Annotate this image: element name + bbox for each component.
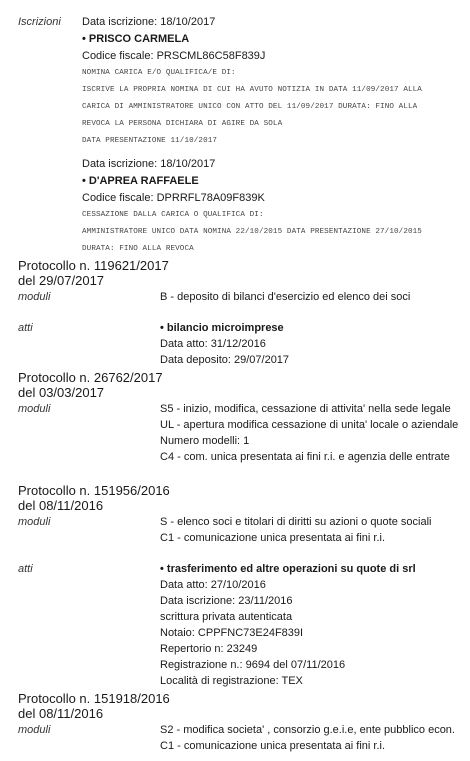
protocol-date: del 08/11/2016	[18, 706, 104, 721]
moduli-label: moduli	[18, 291, 51, 303]
modulo-line: S - elenco soci e titolari di diritti su azioni o quote sociali	[160, 516, 432, 528]
moduli-label: moduli	[18, 724, 51, 736]
atto-line: Località di registrazione: TEX	[160, 675, 303, 687]
modulo-line: UL - apertura modifica cessazione di unita' locale o aziendale	[160, 419, 459, 431]
modulo-line: C4 - com. unica presentata ai fini r.i. e agenzia delle entrate	[160, 451, 450, 463]
modulo-line: Numero modelli: 1	[160, 435, 250, 447]
protocol-date: del 08/11/2016	[18, 498, 104, 513]
atto-line: scrittura privata autenticata	[160, 611, 293, 623]
note-line: CARICA DI AMMINISTRATORE UNICO CON ATTO DEL 11/09/2017 DURATA: FINO ALLA	[82, 103, 418, 111]
modulo-line: B - deposito di bilanci d'esercizio ed elenco dei soci	[160, 291, 411, 303]
codice-fiscale: Codice fiscale: DPRRFL78A09F839K	[82, 192, 265, 204]
note-line: REVOCA LA PERSONA DICHIARA DI AGIRE DA SOLA	[82, 120, 283, 128]
atto-line: Repertorio n: 23249	[160, 643, 258, 655]
atto-line: Data deposito: 29/07/2017	[160, 354, 290, 366]
moduli-label: moduli	[18, 403, 51, 415]
protocol-title: Protocollo n. 26762/2017	[18, 370, 163, 385]
modulo-line: C1 - comunicazione unica presentata ai fini r.i.	[160, 532, 386, 544]
atto-line: Registrazione n.: 9694 del 07/11/2016	[160, 659, 346, 671]
note-line: DURATA: FINO ALLA REVOCA	[82, 245, 194, 253]
moduli-label: moduli	[18, 516, 51, 528]
iscrizione-date: Data iscrizione: 18/10/2017	[82, 158, 216, 170]
atto-line: Data iscrizione: 23/11/2016	[160, 595, 293, 607]
note-line: AMMINISTRATORE UNICO DATA NOMINA 22/10/2015 DATA PRESENTAZIONE 27/10/2015	[82, 228, 422, 236]
protocol-title: Protocollo n. 119621/2017	[18, 258, 169, 273]
atti-label: atti	[18, 563, 33, 575]
codice-fiscale: Codice fiscale: PRSCML86C58F839J	[82, 50, 266, 62]
note-line: NOMINA CARICA E/O QUALIFICA/E DI:	[82, 69, 236, 77]
atti-label: atti	[18, 322, 33, 334]
iscrizione-date: Data iscrizione: 18/10/2017	[82, 16, 216, 28]
atto-line: • trasferimento ed altre operazioni su quote di srl	[160, 563, 416, 575]
atto-line: • bilancio microimprese	[160, 322, 284, 334]
protocol-title: Protocollo n. 151956/2016	[18, 483, 170, 498]
atto-line: Data atto: 31/12/2016	[160, 338, 266, 350]
protocol-title: Protocollo n. 151918/2016	[18, 691, 170, 706]
person-name: • PRISCO CARMELA	[82, 33, 190, 45]
protocol-date: del 29/07/2017	[18, 273, 105, 288]
note-line: DATA PRESENTAZIONE 11/10/2017	[82, 137, 218, 145]
note-line: ISCRIVE LA PROPRIA NOMINA DI CUI HA AVUTO NOTIZIA IN DATA 11/09/2017 ALLA	[82, 86, 422, 94]
person-name: • D'APREA RAFFAELE	[82, 175, 199, 187]
iscrizioni-label: Iscrizioni	[18, 16, 61, 28]
modulo-line: C1 - comunicazione unica presentata ai fini r.i.	[160, 740, 386, 752]
atto-line: Data atto: 27/10/2016	[160, 579, 266, 591]
protocol-date: del 03/03/2017	[18, 385, 105, 400]
modulo-line: S2 - modifica societa' , consorzio g.e.i.e, ente pubblico econ.	[160, 724, 455, 736]
modulo-line: S5 - inizio, modifica, cessazione di attivita' nella sede legale	[160, 403, 451, 415]
atto-line: Notaio: CPPFNC73E24F839I	[160, 627, 304, 639]
note-line: CESSAZIONE DALLA CARICA O QUALIFICA DI:	[82, 211, 264, 219]
